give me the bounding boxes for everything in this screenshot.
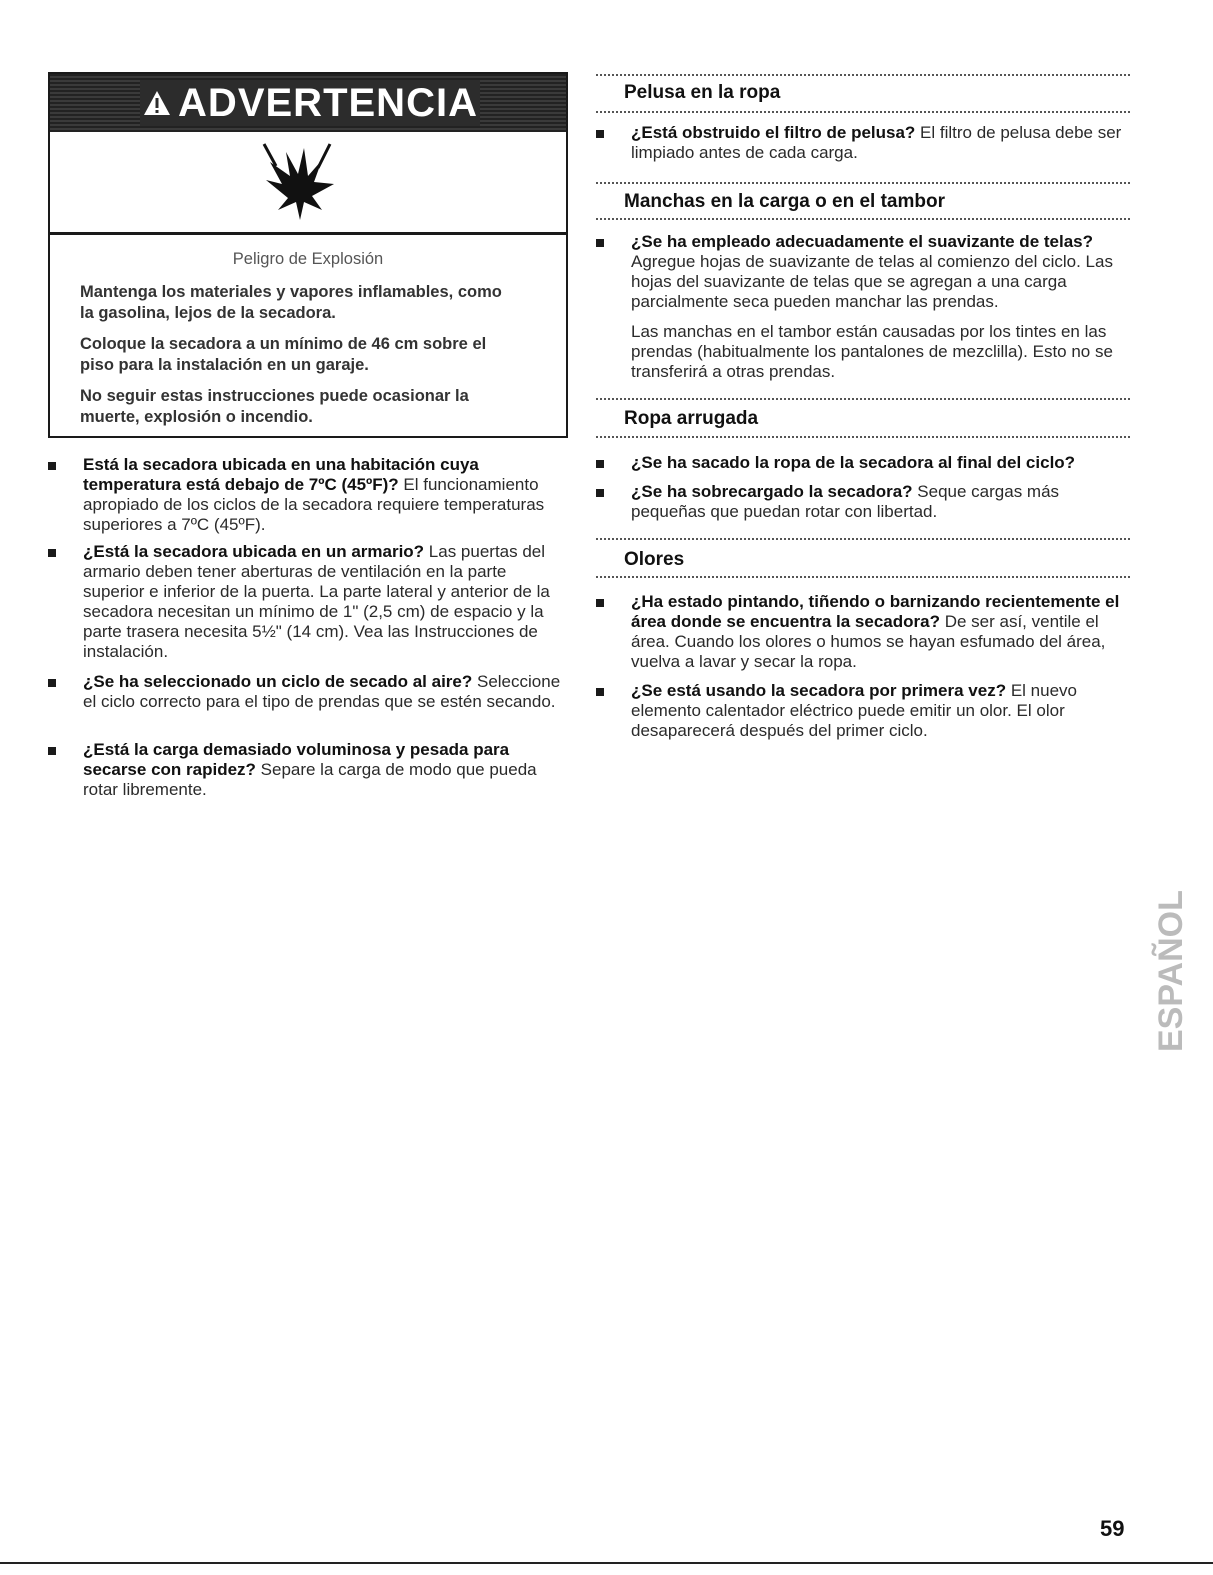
warning-title — [140, 80, 480, 126]
divider — [596, 576, 1130, 578]
item-question: ¿Se está usando la secadora por primera vez? — [631, 681, 1007, 700]
warning-paragraph: Mantenga los materiales y vapores inflamables, como la gasolina, lejos de la secadora. — [80, 283, 502, 322]
divider — [596, 218, 1130, 220]
item-answer: De ser así, ventile el área. Cuando los olores o humos se hayan esfumado del área, vuelva a lavar y secar la ropa. — [631, 612, 1106, 671]
side-tab-text: ESPAÑOL — [1152, 890, 1190, 1052]
list-item — [48, 542, 570, 662]
divider — [596, 111, 1130, 113]
bullet-icon — [596, 460, 604, 468]
language-tab-graphic — [1150, 820, 1190, 1056]
warning-triangle-icon — [142, 89, 172, 117]
list-item — [596, 232, 1130, 312]
page-number: 59 — [1100, 1516, 1125, 1541]
list-item — [596, 123, 1130, 163]
item-answer: El nuevo elemento calentador eléctrico puede emitir un olor. El olor desaparecerá después del primer ciclo. — [631, 681, 1077, 740]
item-question: ¿Se ha sobrecargado la secadora? — [631, 482, 913, 501]
list-item — [596, 482, 1130, 522]
warning-title-text: ADVERTENCIA — [178, 80, 478, 125]
list-item — [596, 453, 1130, 473]
item-answer: Seque cargas más pequeñas que puedan rotar con libertad. — [631, 482, 1060, 521]
section-title: Ropa arrugada — [624, 408, 759, 429]
item-question: ¿Ha estado pintando, tiñendo o barnizando recientemente el área donde se encuentra la secadora? — [631, 592, 1120, 631]
bullet-icon — [596, 130, 604, 138]
bullet-icon — [596, 599, 604, 607]
item-question: ¿Se ha seleccionado un ciclo de secado al aire? — [83, 672, 473, 691]
item-answer: Seleccione el ciclo correcto para el tipo de prendas que se estén secando. — [83, 672, 561, 711]
divider — [596, 436, 1130, 438]
item-question: ¿Está la carga demasiado voluminosa y pesada para secarse con rapidez? — [83, 740, 510, 779]
item-question: ¿Está la secadora ubicada en un armario? — [83, 542, 425, 561]
item-question: ¿Se ha sacado la ropa de la secadora al final del ciclo? — [631, 453, 1076, 472]
warning-paragraph: No seguir estas instrucciones puede ocasionar la muerte, explosión o incendio. — [80, 387, 469, 426]
section-paragraph: Las manchas en el tambor están causadas por los tintes en las prendas (habitualmente los pantalones de mezclilla). Esto no se transferirá a otras prendas. — [631, 322, 1113, 381]
divider — [596, 74, 1130, 76]
section-title: Olores — [624, 549, 685, 570]
explosion-icon — [260, 140, 340, 226]
item-answer: Las puertas del armario deben tener aberturas de ventilación en la parte superior e inferior de la puerta. La parte lateral y anterior de la secadora necesitan un mínimo de 1" (2,5 cm) de espacio y la parte trasera necesita 5½" (14 cm). Vea las Instrucciones de instalación. — [83, 542, 550, 661]
section-title: Manchas en la carga o en el tambor — [624, 191, 945, 212]
warning-body — [50, 235, 566, 428]
item-answer: Agregue hojas de suavizante de telas al comienzo del ciclo. Las hojas del suavizante de telas que se agregan a una carga parcialmente seca pueden manchar las prendas. — [631, 252, 1113, 311]
bullet-icon — [48, 462, 56, 470]
item-answer: El filtro de pelusa debe ser limpiado antes de cada carga. — [631, 123, 1122, 162]
hazard-label: Peligro de Explosión — [232, 250, 384, 268]
divider — [596, 398, 1130, 400]
bullet-icon — [596, 239, 604, 247]
warning-header — [50, 74, 566, 132]
item-question: ¿Está obstruido el filtro de pelusa? — [631, 123, 916, 142]
item-answer: El funcionamiento apropiado de los ciclos de la secadora requiere temperaturas superiores a 7ºC (45ºF). — [83, 475, 545, 534]
warning-paragraph: Coloque la secadora a un mínimo de 46 cm sobre el piso para la instalación en un garaje. — [80, 335, 487, 374]
bottom-rule — [0, 1562, 1213, 1564]
item-question: ¿Se ha empleado adecuadamente el suavizante de telas? — [631, 232, 1094, 251]
bullet-icon — [596, 489, 604, 497]
warning-box — [48, 72, 568, 438]
bullet-icon — [48, 747, 56, 755]
list-item — [596, 592, 1130, 672]
language-side-tab — [1150, 820, 1190, 1056]
section-title: Pelusa en la ropa — [624, 82, 781, 103]
bullet-icon — [48, 679, 56, 687]
divider — [596, 538, 1130, 540]
bullet-icon — [48, 549, 56, 557]
list-item — [48, 455, 570, 535]
explosion-icon-area — [50, 132, 566, 235]
list-item — [48, 740, 570, 800]
list-item — [48, 672, 570, 712]
item-answer: Separe la carga de modo que pueda rotar libremente. — [83, 760, 537, 799]
list-item — [596, 681, 1130, 741]
bullet-icon — [596, 688, 604, 696]
item-question: Está la secadora ubicada en una habitación cuya temperatura está debajo de 7ºC (45ºF)? — [83, 455, 479, 494]
divider — [596, 182, 1130, 184]
